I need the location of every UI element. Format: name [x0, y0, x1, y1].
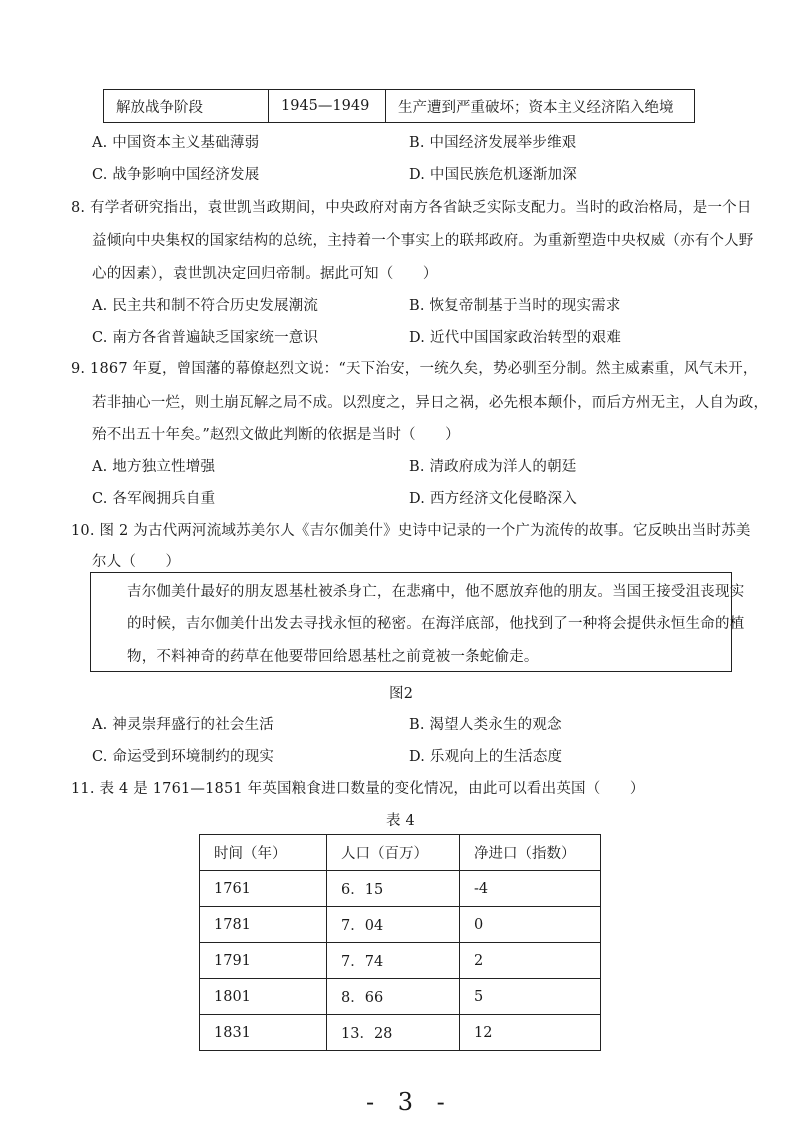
q8-stem-line-2: 益倾向中央集权的国家结构的总统，主持着一个事实上的联邦政府。为重新塑造中央权威（亦有个人野: [92, 233, 754, 249]
years-cell: 1945—1949: [269, 90, 386, 123]
top-table: [103, 89, 695, 123]
stage-cell: 解放战争阶段: [104, 90, 269, 123]
q10-stem-line-2: 尔人（ ）: [92, 554, 181, 570]
q7-option-b: B. 中国经济发展举步维艰: [409, 135, 577, 151]
cell-year: 1801: [200, 979, 327, 1015]
cell-year: 1781: [200, 907, 327, 943]
q10-option-b: B. 渴望人类永生的观念: [409, 717, 562, 733]
header-population: 人口（百万）: [327, 835, 460, 871]
header-net-import: 净进口（指数）: [460, 835, 601, 871]
quote-line-2: 的时候，吉尔伽美什出发去寻找永恒的秘密。在海洋底部，他找到了一种将会提供永恒生命的植: [127, 616, 745, 632]
table-header-row: [200, 835, 601, 871]
cell-net-import: 2: [460, 943, 601, 979]
table-caption: 表 4: [386, 813, 415, 829]
q9-option-b: B. 清政府成为洋人的朝廷: [409, 459, 577, 475]
quote-line-1: 吉尔伽美什最好的朋友恩基杜被杀身亡，在悲痛中，他不愿放弃他的朋友。当国王接受沮丧现实: [127, 584, 745, 600]
cell-year: 1831: [200, 1015, 327, 1051]
cell-net-import: 0: [460, 907, 601, 943]
q8-option-a: A. 民主共和制不符合历史发展潮流: [92, 298, 319, 314]
cell-population: 6．15: [327, 871, 460, 907]
q7-option-d: D. 中国民族危机逐渐加深: [409, 167, 577, 183]
q10-option-a: A. 神灵崇拜盛行的社会生活: [92, 717, 274, 733]
q7-option-c: C. 战争影响中国经济发展: [92, 167, 260, 183]
cell-population: 13．28: [327, 1015, 460, 1051]
cell-population: 7．04: [327, 907, 460, 943]
table-row: [200, 871, 601, 907]
q8-option-d: D. 近代中国国家政治转型的艰难: [409, 330, 622, 346]
q9-option-a: A. 地方独立性增强: [92, 459, 216, 475]
q10-option-d: D. 乐观向上的生活态度: [409, 749, 563, 765]
q8-option-b: B. 恢复帝制基于当时的现实需求: [409, 298, 621, 314]
table-row: [200, 907, 601, 943]
header-year: 时间（年）: [200, 835, 327, 871]
figure-caption: 图2: [389, 686, 414, 702]
q9-stem-line-1: 9. 1867 年夏，曾国藩的幕僚赵烈文说：“天下治安，一统久矣，势必驯至分制。然主威素重，风气未开，: [71, 361, 758, 377]
q7-option-a: A. 中国资本主义基础薄弱: [92, 135, 260, 151]
cell-net-import: -4: [460, 871, 601, 907]
q10-stem-line-1: 10. 图 2 为古代两河流域苏美尔人《吉尔伽美什》史诗中记录的一个广为流传的故事。它反映出当时苏美: [71, 523, 751, 539]
table-4: [199, 834, 601, 1051]
table-row: [200, 979, 601, 1015]
cell-year: 1761: [200, 871, 327, 907]
table-row: [200, 1015, 601, 1051]
q9-option-d: D. 西方经济文化侵略深入: [409, 491, 577, 507]
q11-stem: 11. 表 4 是 1761—1851 年英国粮食进口数量的变化情况，由此可以看出英国（ ）: [71, 781, 645, 797]
table-row: [200, 943, 601, 979]
cell-population: 8．66: [327, 979, 460, 1015]
q9-stem-line-2: 若非抽心一烂，则土崩瓦解之局不成。以烈度之，异日之祸，必先根本颠仆，而后方州无主，人自为政，: [92, 395, 769, 411]
cell-net-import: 5: [460, 979, 601, 1015]
table-row: [104, 90, 695, 123]
q8-stem-line-3: 心的因素），袁世凯决定回归帝制。据此可知（ ）: [92, 266, 438, 282]
cell-net-import: 12: [460, 1015, 601, 1051]
q8-option-c: C. 南方各省普遍缺乏国家统一意识: [92, 330, 319, 346]
q9-stem-line-3: 殆不出五十年矣。”赵烈文做此判断的依据是当时（ ）: [92, 427, 460, 443]
q9-option-c: C. 各军阀拥兵自重: [92, 491, 216, 507]
cell-population: 7．74: [327, 943, 460, 979]
q8-stem-line-1: 8. 有学者研究指出，袁世凯当政期间，中央政府对南方各省缺乏实际支配力。当时的政治格局，是一个日: [71, 200, 752, 216]
description-cell: 生产遭到严重破坏；资本主义经济陷入绝境: [386, 90, 695, 123]
q10-option-c: C. 命运受到环境制约的现实: [92, 749, 275, 765]
cell-year: 1791: [200, 943, 327, 979]
quote-line-3: 物，不料神奇的药草在他要带回给恩基杜之前竟被一条蛇偷走。: [127, 649, 539, 665]
page-number: - 3 -: [366, 1088, 453, 1116]
